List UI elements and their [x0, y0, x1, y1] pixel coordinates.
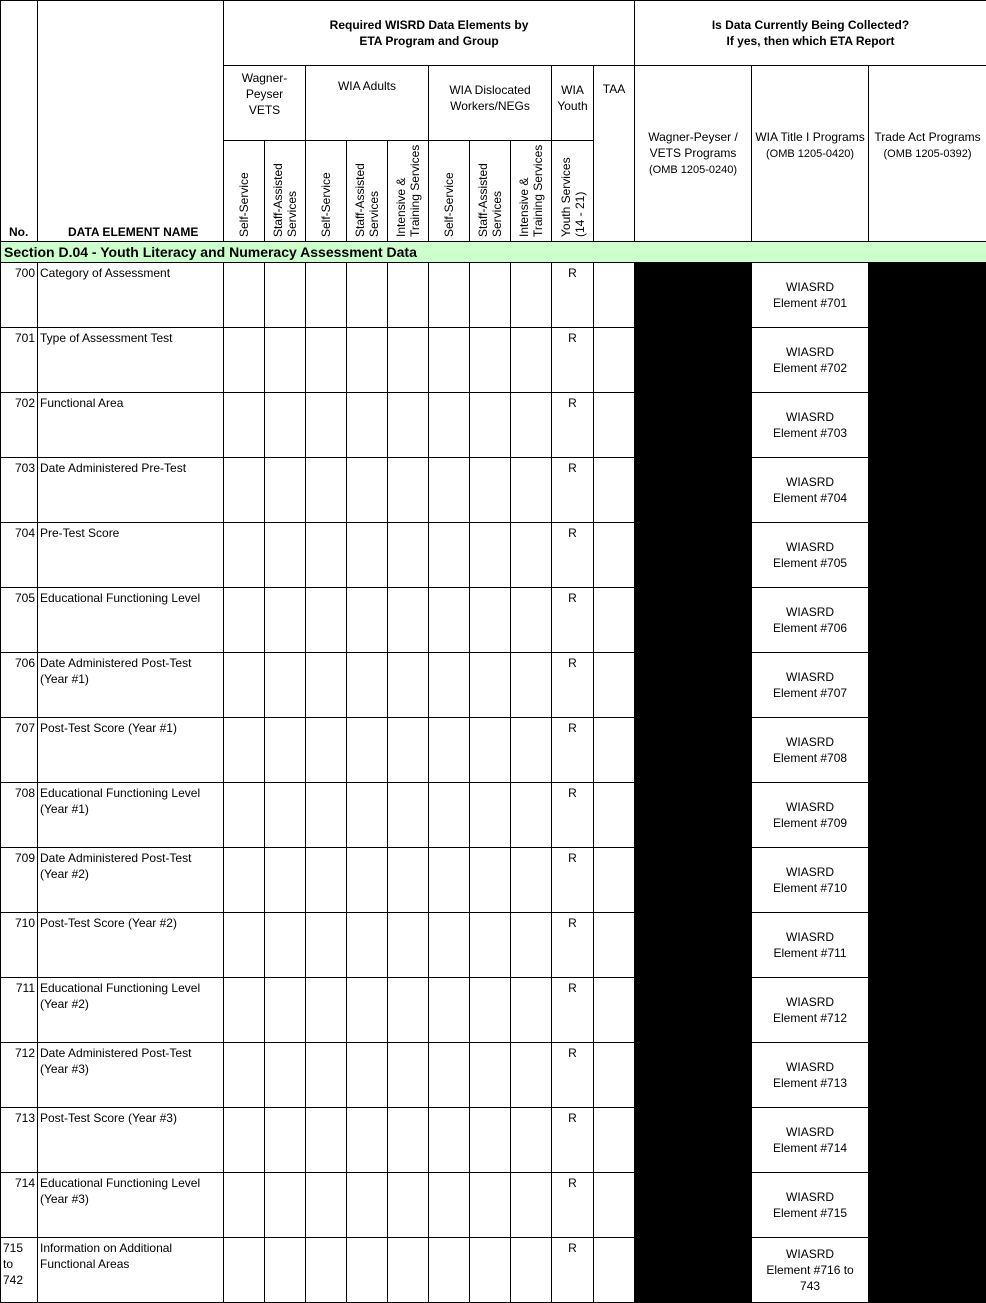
element-name: Pre-Test Score: [38, 523, 224, 588]
cell: [511, 1108, 552, 1173]
cell: [388, 783, 429, 848]
cell: [470, 783, 511, 848]
blackout-cell: [635, 718, 752, 783]
cell: [347, 393, 388, 458]
cell: [388, 653, 429, 718]
wiasrd-reference: WIASRD Element #713: [752, 1043, 869, 1108]
table-row: [1, 523, 986, 588]
cell: [470, 1043, 511, 1108]
cell: [224, 1108, 265, 1173]
cell: [265, 1043, 306, 1108]
cell: [388, 1173, 429, 1238]
cell: [224, 263, 265, 328]
cell: [470, 458, 511, 523]
cell: [594, 523, 635, 588]
element-number: 711: [1, 978, 38, 1043]
cell: [470, 328, 511, 393]
cell: [265, 718, 306, 783]
blackout-cell: [635, 393, 752, 458]
cell: [306, 978, 347, 1043]
element-number: 712: [1, 1043, 38, 1108]
collected-header: Is Data Currently Being Collected? If yes, then which ETA Report: [635, 1, 986, 66]
element-number: 700: [1, 263, 38, 328]
cell: [224, 393, 265, 458]
element-name: Date Administered Post-Test (Year #3): [38, 1043, 224, 1108]
cell: [594, 1108, 635, 1173]
youth-requirement: R: [552, 1238, 594, 1303]
cell: [511, 1238, 552, 1303]
cell: [511, 913, 552, 978]
cell: [429, 913, 470, 978]
wiasrd-reference: WIASRD Element #704: [752, 458, 869, 523]
cell: [429, 848, 470, 913]
cell: [470, 1108, 511, 1173]
cell: [224, 1238, 265, 1303]
wiasrd-reference: WIASRD Element #701: [752, 263, 869, 328]
cell: [224, 328, 265, 393]
blackout-cell: [869, 588, 986, 653]
cell: [347, 588, 388, 653]
element-number: 702: [1, 393, 38, 458]
wiasrd-reference: WIASRD Element #703: [752, 393, 869, 458]
cell: [470, 978, 511, 1043]
cell: [388, 913, 429, 978]
group-taa: TAA: [594, 66, 635, 242]
wiasrd-reference: WIASRD Element #715: [752, 1173, 869, 1238]
section-title: Section D.04 - Youth Literacy and Numeracy Assessment Data: [1, 242, 986, 263]
group-wia-adults: WIA Adults: [306, 66, 429, 141]
element-number: 715 to 742: [1, 1238, 38, 1303]
blackout-cell: [869, 393, 986, 458]
cell: [388, 458, 429, 523]
youth-requirement: R: [552, 588, 594, 653]
cell: [470, 393, 511, 458]
cell: [429, 328, 470, 393]
element-number: 701: [1, 328, 38, 393]
youth-requirement: R: [552, 653, 594, 718]
cell: [388, 1238, 429, 1303]
youth-requirement: R: [552, 328, 594, 393]
element-name: Post-Test Score (Year #2): [38, 913, 224, 978]
cell: [594, 263, 635, 328]
cell: [265, 913, 306, 978]
group-wia-dislocated: WIA Dislocated Workers/NEGs: [429, 66, 552, 141]
cell: [511, 263, 552, 328]
cell: [224, 653, 265, 718]
wiasrd-reference: WIASRD Element #711: [752, 913, 869, 978]
cell: [511, 1173, 552, 1238]
element-name: Information on Additional Functional Areas: [38, 1238, 224, 1303]
element-number: 709: [1, 848, 38, 913]
element-number: 713: [1, 1108, 38, 1173]
blackout-cell: [635, 328, 752, 393]
cell: [388, 1108, 429, 1173]
cell: [265, 588, 306, 653]
blackout-cell: [869, 1173, 986, 1238]
cell: [470, 263, 511, 328]
blackout-cell: [869, 653, 986, 718]
cell: [347, 458, 388, 523]
table-row: [1, 1173, 986, 1238]
blackout-cell: [869, 718, 986, 783]
blackout-cell: [869, 1043, 986, 1108]
cell: [347, 783, 388, 848]
blackout-cell: [869, 328, 986, 393]
element-name: Educational Functioning Level: [38, 588, 224, 653]
cell: [224, 523, 265, 588]
cell: [388, 1043, 429, 1108]
cell: [429, 523, 470, 588]
blackout-cell: [869, 1238, 986, 1303]
wiasrd-reference: WIASRD Element #712: [752, 978, 869, 1043]
cell: [511, 588, 552, 653]
adult-staff-assisted-header: Staff-Assisted Services: [347, 141, 388, 242]
cell: [429, 1043, 470, 1108]
cell: [306, 913, 347, 978]
cell: [347, 913, 388, 978]
element-number: 707: [1, 718, 38, 783]
table-row: [1, 653, 986, 718]
cell: [347, 848, 388, 913]
dw-staff-assisted-header: Staff-Assisted Services: [470, 141, 511, 242]
youth-requirement: R: [552, 393, 594, 458]
cell: [511, 718, 552, 783]
cell: [594, 588, 635, 653]
cell: [511, 458, 552, 523]
element-name: Educational Functioning Level (Year #1): [38, 783, 224, 848]
cell: [224, 1043, 265, 1108]
cell: [265, 1238, 306, 1303]
table-row: [1, 1238, 986, 1303]
cell: [429, 1108, 470, 1173]
cell: [265, 978, 306, 1043]
cell: [388, 978, 429, 1043]
element-name: Type of Assessment Test: [38, 328, 224, 393]
cell: [429, 393, 470, 458]
blackout-cell: [635, 1108, 752, 1173]
wiasrd-reference: WIASRD Element #714: [752, 1108, 869, 1173]
wiasrd-reference: WIASRD Element #709: [752, 783, 869, 848]
element-name: Educational Functioning Level (Year #2): [38, 978, 224, 1043]
cell: [388, 848, 429, 913]
blackout-cell: [869, 848, 986, 913]
cell: [224, 783, 265, 848]
table-row: [1, 978, 986, 1043]
element-name: Category of Assessment: [38, 263, 224, 328]
cell: [306, 783, 347, 848]
cell: [265, 653, 306, 718]
cell: [429, 458, 470, 523]
cell: [511, 523, 552, 588]
wiasrd-reference: WIASRD Element #708: [752, 718, 869, 783]
cell: [470, 718, 511, 783]
table-row: [1, 263, 986, 328]
element-number: 708: [1, 783, 38, 848]
cell: [470, 848, 511, 913]
element-number: 703: [1, 458, 38, 523]
cell: [511, 653, 552, 718]
blackout-cell: [869, 523, 986, 588]
cell: [224, 588, 265, 653]
cell: [470, 588, 511, 653]
element-name: Post-Test Score (Year #1): [38, 718, 224, 783]
cell: [224, 848, 265, 913]
cell: [347, 1108, 388, 1173]
cell: [306, 1173, 347, 1238]
blackout-cell: [869, 913, 986, 978]
cell: [347, 653, 388, 718]
cell: [306, 1043, 347, 1108]
cell: [306, 848, 347, 913]
required-elements-header: Required WISRD Data Elements by ETA Program and Group: [224, 1, 635, 66]
blackout-cell: [635, 1238, 752, 1303]
report-wia-title-i: WIA Title I Programs (OMB 1205-0420): [752, 66, 869, 242]
cell: [429, 263, 470, 328]
table-row: [1, 588, 986, 653]
group-wagner-peyser: Wagner- Peyser VETS: [224, 66, 306, 141]
blackout-cell: [635, 458, 752, 523]
cell: [306, 393, 347, 458]
youth-requirement: R: [552, 978, 594, 1043]
cell: [511, 848, 552, 913]
youth-requirement: R: [552, 848, 594, 913]
wiasrd-reference: WIASRD Element #707: [752, 653, 869, 718]
element-name: Educational Functioning Level (Year #3): [38, 1173, 224, 1238]
no-header: No.: [1, 1, 38, 242]
table-row: [1, 458, 986, 523]
cell: [265, 848, 306, 913]
cell: [265, 1173, 306, 1238]
blackout-cell: [635, 523, 752, 588]
blackout-cell: [869, 263, 986, 328]
cell: [347, 1173, 388, 1238]
cell: [306, 1238, 347, 1303]
wiasrd-reference: WIASRD Element #716 to 743: [752, 1238, 869, 1303]
cell: [265, 328, 306, 393]
cell: [347, 1043, 388, 1108]
element-name: Date Administered Post-Test (Year #1): [38, 653, 224, 718]
cell: [594, 1238, 635, 1303]
adult-intensive-header: Intensive & Training Services: [388, 141, 429, 242]
blackout-cell: [869, 978, 986, 1043]
cell: [224, 718, 265, 783]
blackout-cell: [635, 913, 752, 978]
blackout-cell: [635, 1173, 752, 1238]
blackout-cell: [869, 1108, 986, 1173]
wiasrd-reference: WIASRD Element #706: [752, 588, 869, 653]
youth-requirement: R: [552, 913, 594, 978]
cell: [388, 588, 429, 653]
cell: [594, 1043, 635, 1108]
cell: [265, 523, 306, 588]
youth-requirement: R: [552, 263, 594, 328]
table-row: [1, 783, 986, 848]
cell: [429, 978, 470, 1043]
wiasrd-reference: WIASRD Element #705: [752, 523, 869, 588]
cell: [511, 328, 552, 393]
cell: [306, 653, 347, 718]
table-row: [1, 848, 986, 913]
cell: [347, 978, 388, 1043]
cell: [594, 653, 635, 718]
youth-requirement: R: [552, 1043, 594, 1108]
cell: [594, 393, 635, 458]
table-row: [1, 328, 986, 393]
table-row: [1, 393, 986, 458]
youth-requirement: R: [552, 458, 594, 523]
table-row: [1, 913, 986, 978]
blackout-cell: [869, 458, 986, 523]
cell: [511, 393, 552, 458]
cell: [306, 458, 347, 523]
cell: [429, 653, 470, 718]
cell: [429, 1238, 470, 1303]
cell: [511, 978, 552, 1043]
cell: [594, 913, 635, 978]
report-trade-act: Trade Act Programs (OMB 1205-0392): [869, 66, 986, 242]
youth-requirement: R: [552, 1173, 594, 1238]
cell: [429, 1173, 470, 1238]
cell: [388, 523, 429, 588]
element-name: Date Administered Post-Test (Year #2): [38, 848, 224, 913]
youth-requirement: R: [552, 783, 594, 848]
youth-requirement: R: [552, 523, 594, 588]
table-row: [1, 1108, 986, 1173]
dw-self-service-header: Self-Service: [429, 141, 470, 242]
wiasrd-reference: WIASRD Element #710: [752, 848, 869, 913]
cell: [265, 458, 306, 523]
blackout-cell: [635, 978, 752, 1043]
wiasrd-reference: WIASRD Element #702: [752, 328, 869, 393]
youth-requirement: R: [552, 1108, 594, 1173]
cell: [429, 718, 470, 783]
cell: [388, 263, 429, 328]
wp-staff-assisted-header: Staff-Assisted Services: [265, 141, 306, 242]
cell: [429, 588, 470, 653]
blackout-cell: [635, 783, 752, 848]
cell: [594, 458, 635, 523]
blackout-cell: [869, 783, 986, 848]
element-number: 704: [1, 523, 38, 588]
table-row: [1, 1043, 986, 1108]
cell: [511, 783, 552, 848]
cell: [470, 653, 511, 718]
cell: [594, 848, 635, 913]
wp-self-service-header: Self-Service: [224, 141, 265, 242]
blackout-cell: [635, 848, 752, 913]
element-number: 705: [1, 588, 38, 653]
adult-self-service-header: Self-Service: [306, 141, 347, 242]
element-name: Date Administered Pre-Test: [38, 458, 224, 523]
cell: [306, 523, 347, 588]
dw-intensive-header: Intensive & Training Services: [511, 141, 552, 242]
element-name: Functional Area: [38, 393, 224, 458]
cell: [224, 458, 265, 523]
cell: [470, 1238, 511, 1303]
cell: [224, 1173, 265, 1238]
cell: [347, 1238, 388, 1303]
cell: [429, 783, 470, 848]
element-number: 706: [1, 653, 38, 718]
cell: [470, 913, 511, 978]
group-wia-youth: WIA Youth: [552, 66, 594, 141]
element-name: Post-Test Score (Year #3): [38, 1108, 224, 1173]
cell: [306, 1108, 347, 1173]
cell: [347, 263, 388, 328]
youth-requirement: R: [552, 718, 594, 783]
cell: [347, 523, 388, 588]
cell: [265, 1108, 306, 1173]
element-number: 710: [1, 913, 38, 978]
cell: [306, 328, 347, 393]
blackout-cell: [635, 653, 752, 718]
cell: [347, 328, 388, 393]
cell: [224, 913, 265, 978]
name-header: DATA ELEMENT NAME: [38, 1, 224, 242]
cell: [347, 718, 388, 783]
cell: [594, 783, 635, 848]
report-wagner-peyser: Wagner-Peyser / VETS Programs (OMB 1205-0240): [635, 66, 752, 242]
cell: [594, 1173, 635, 1238]
cell: [388, 393, 429, 458]
cell: [265, 263, 306, 328]
cell: [306, 718, 347, 783]
cell: [388, 328, 429, 393]
blackout-cell: [635, 1043, 752, 1108]
cell: [470, 1173, 511, 1238]
cell: [388, 718, 429, 783]
cell: [306, 588, 347, 653]
cell: [265, 783, 306, 848]
cell: [224, 978, 265, 1043]
blackout-cell: [635, 588, 752, 653]
cell: [594, 718, 635, 783]
cell: [594, 328, 635, 393]
blackout-cell: [635, 263, 752, 328]
youth-services-header: Youth Services (14 - 21): [552, 141, 594, 242]
cell: [265, 393, 306, 458]
element-number: 714: [1, 1173, 38, 1238]
cell: [470, 523, 511, 588]
cell: [306, 263, 347, 328]
cell: [594, 978, 635, 1043]
cell: [511, 1043, 552, 1108]
table-row: [1, 718, 986, 783]
